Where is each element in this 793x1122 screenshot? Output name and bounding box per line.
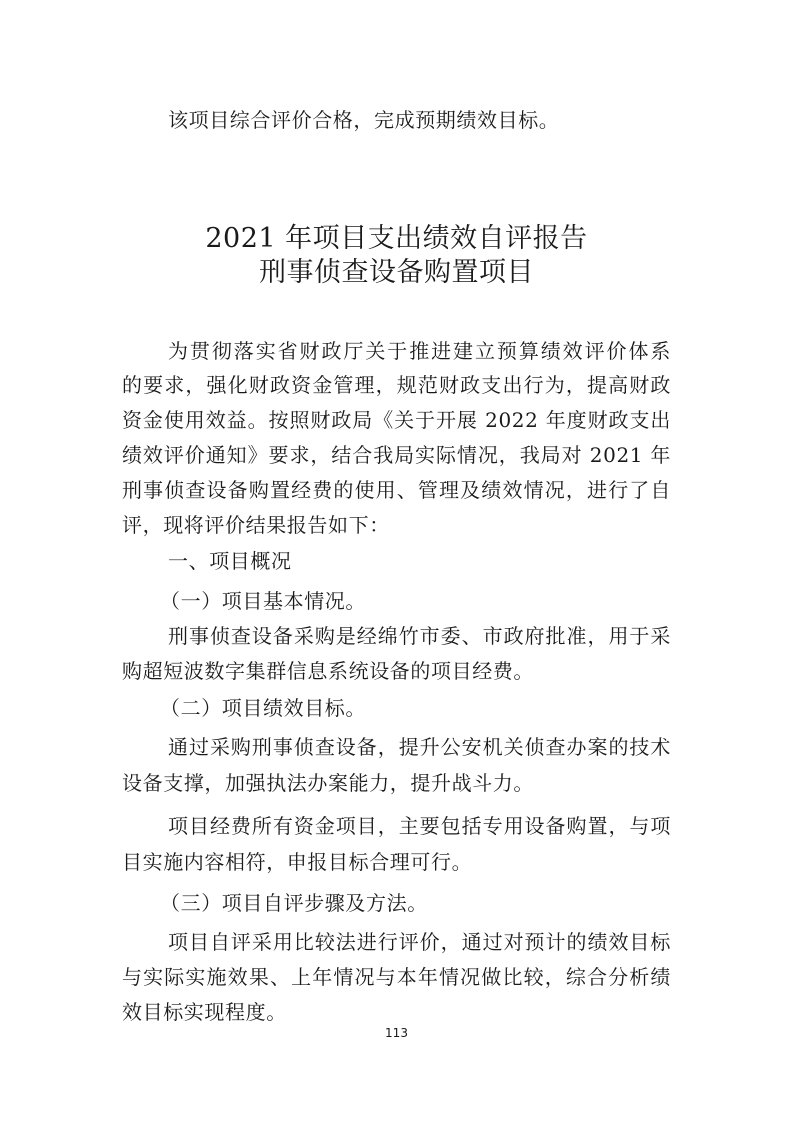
intro-line-1: 为贯彻落实省财政厅关于推进建立预算绩效评价体系 — [168, 339, 671, 363]
section1-sub3-heading: （三）项目自评步骤及方法。 — [160, 891, 428, 915]
sub1-line-1: 刑事侦查设备采购是经绵竹市委、市政府批准，用于采 — [168, 624, 671, 648]
section1-heading: 一、项目概况 — [168, 549, 292, 573]
sub2-para1-line-2: 设备支撑，加强执法办案能力，提升战斗力。 — [122, 771, 534, 795]
section1-sub2-heading: （二）项目绩效目标。 — [160, 696, 366, 720]
section1-sub1-heading: （一）项目基本情况。 — [160, 589, 366, 613]
intro-line-6: 评，现将评价结果报告如下： — [122, 513, 390, 537]
sub2-para2-line-1: 项目经费所有资金项目，主要包括专用设备购置，与项 — [168, 814, 671, 838]
page-number: 113 — [385, 1026, 408, 1040]
report-title-line1: 2021 年项目支出绩效自评报告 — [205, 223, 588, 254]
intro-line-2: 的要求，强化财政资金管理，规范财政支出行为，提高财政 — [122, 373, 671, 397]
report-title-line2: 刑事侦查设备购置项目 — [259, 257, 534, 288]
sub3-line-1: 项目自评采用比较法进行评价，通过对预计的绩效目标 — [168, 930, 671, 954]
intro-line-3: 资金使用效益。按照财政局《关于开展 2022 年度财政支出 — [122, 408, 671, 432]
sub1-line-2: 购超短波数字集群信息系统设备的项目经费。 — [122, 659, 534, 683]
sub3-line-2: 与实际实施效果、上年情况与本年情况做比较，综合分析绩 — [122, 965, 671, 989]
sub3-line-3: 效目标实现程度。 — [122, 1000, 287, 1024]
conclusion-line: 该项目综合评价合格，完成预期绩效目标。 — [168, 108, 560, 132]
intro-line-4: 绩效评价通知》要求，结合我局实际情况，我局对 2021 年 — [122, 443, 671, 467]
intro-line-5: 刑事侦查设备购置经费的使用、管理及绩效情况，进行了自 — [122, 478, 671, 502]
sub2-para1-line-1: 通过采购刑事侦查设备，提升公安机关侦查办案的技术 — [168, 735, 671, 759]
sub2-para2-line-2: 目实施内容相符，申报目标合理可行。 — [122, 850, 473, 874]
